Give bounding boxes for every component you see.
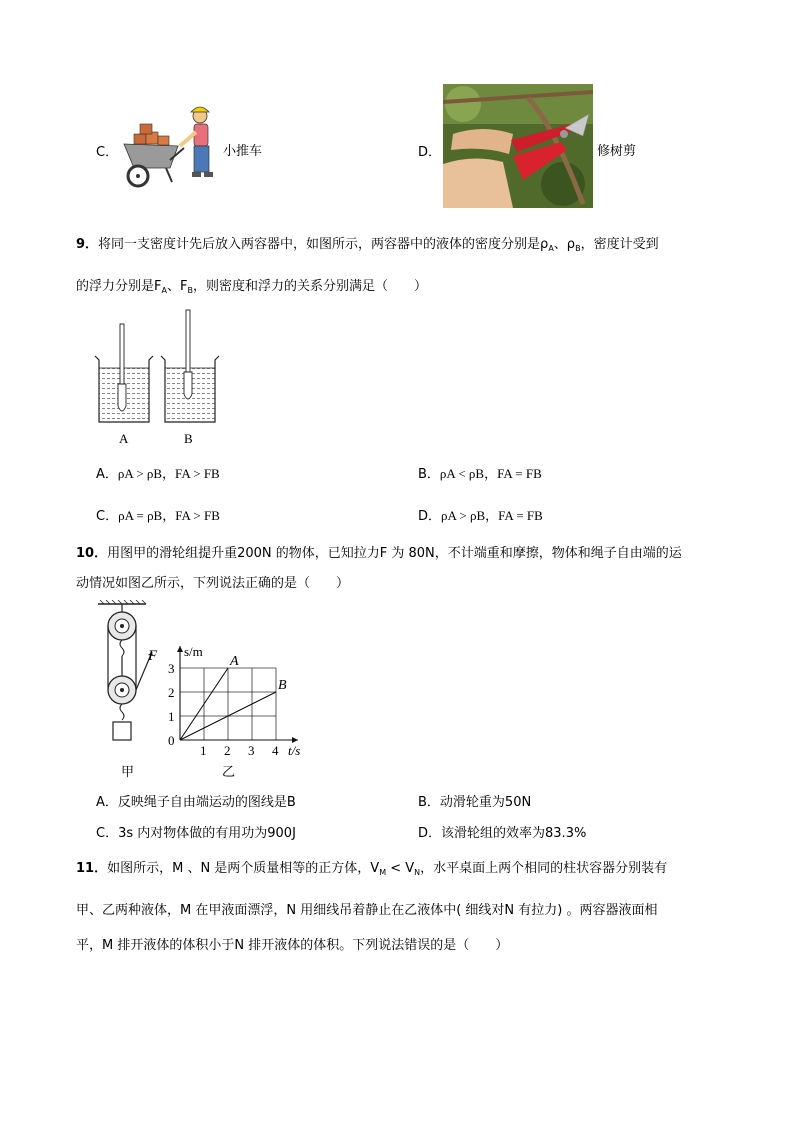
x-tick-label: 1 (200, 743, 207, 758)
q8-option-d-letter: D． (418, 145, 442, 160)
force-label-f: F (148, 648, 158, 664)
q10-stem-line2: 动情况如图乙所示，下列说法正确的是（ ） (76, 576, 350, 591)
q9-option-a[interactable]: A．ρA > ρB，FA > FB (96, 466, 220, 482)
displacement-time-chart (162, 630, 332, 760)
y-tick-label: 2 (168, 685, 175, 700)
q9-option-c[interactable]: C．ρA = ρB，FA > FB (96, 508, 220, 524)
y-tick-label: 1 (168, 709, 175, 724)
x-tick-label: 4 (272, 743, 279, 758)
series-label-b: B (278, 678, 287, 693)
q10-stem-line1: 10．用图甲的滑轮组提升重200N 的物体，已知拉力F 为 80N，不计端重和摩擦，物体和绳子自由端的运 (76, 546, 682, 561)
figure-label-yi: 乙 (222, 765, 236, 780)
y-axis-label: s/m (184, 644, 203, 659)
wheelbarrow-illustration (118, 102, 223, 192)
y-axis-arrow (177, 646, 183, 652)
q9-stem-line2: 的浮力分别是$F_A$、$F_B$，则密度和浮力的关系分别满足（ ） (76, 279, 427, 295)
chart-grid (180, 668, 276, 740)
q9-option-b[interactable]: B．ρA < ρB，FA = FB (418, 466, 542, 482)
series-label-a: A (230, 654, 239, 669)
q8-option-c-letter: C． (96, 145, 119, 160)
q8-option-d-label: 修树剪 (597, 144, 637, 159)
q10-option-a[interactable]: A．反映绳子自由端运动的图线是B (96, 795, 296, 810)
x-tick-label: 0 (168, 733, 175, 748)
q9-option-d[interactable]: D．ρA > ρB，FA = FB (418, 508, 543, 524)
x-axis-label: t/s (288, 743, 301, 758)
x-tick-label: 3 (248, 743, 255, 758)
q11-stem-line3: 平，M 排开液体的体积小于N 排开液体的体积。下列说法错误的是（ ） (76, 938, 509, 953)
pulley-system-figure (92, 600, 164, 750)
q10-option-b[interactable]: B．动滑轮重为50N (418, 795, 532, 810)
q9-stem-line1: 9．将同一支密度计先后放入两容器中，如图所示，两容器中的液体的密度分别是$\rho_A$、$\rho_B$，密度计受到 (76, 237, 659, 253)
pruning-shears-photo (443, 84, 593, 208)
q8-option-c-label: 小推车 (223, 144, 263, 159)
x-tick-label: 2 (224, 743, 231, 758)
y-tick-label: 3 (168, 661, 175, 676)
chart-labels (168, 644, 300, 758)
q10-option-c[interactable]: C．3s 内对物体做的有用功为900J (96, 826, 296, 841)
q10-option-d[interactable]: D．该滑轮组的效率为83.3% (418, 826, 587, 841)
hydrometer-beakers-figure (92, 306, 222, 431)
q9-figure-label-a: A (119, 431, 129, 446)
figure-label-jia: 甲 (121, 765, 135, 780)
q9-figure-label-b: B (184, 431, 193, 446)
q11-stem-line1: 11．如图所示，M 、N 是两个质量相等的正方体，$V_M < V_N$，水平桌面上两个相同的柱状容器分别装有 (76, 861, 668, 877)
q11-stem-line2: 甲、乙两种液体，M 在甲液面漂浮，N 用细线吊着静止在乙液体中( 细线对N 有拉力) 。两容器液面相 (76, 903, 658, 918)
